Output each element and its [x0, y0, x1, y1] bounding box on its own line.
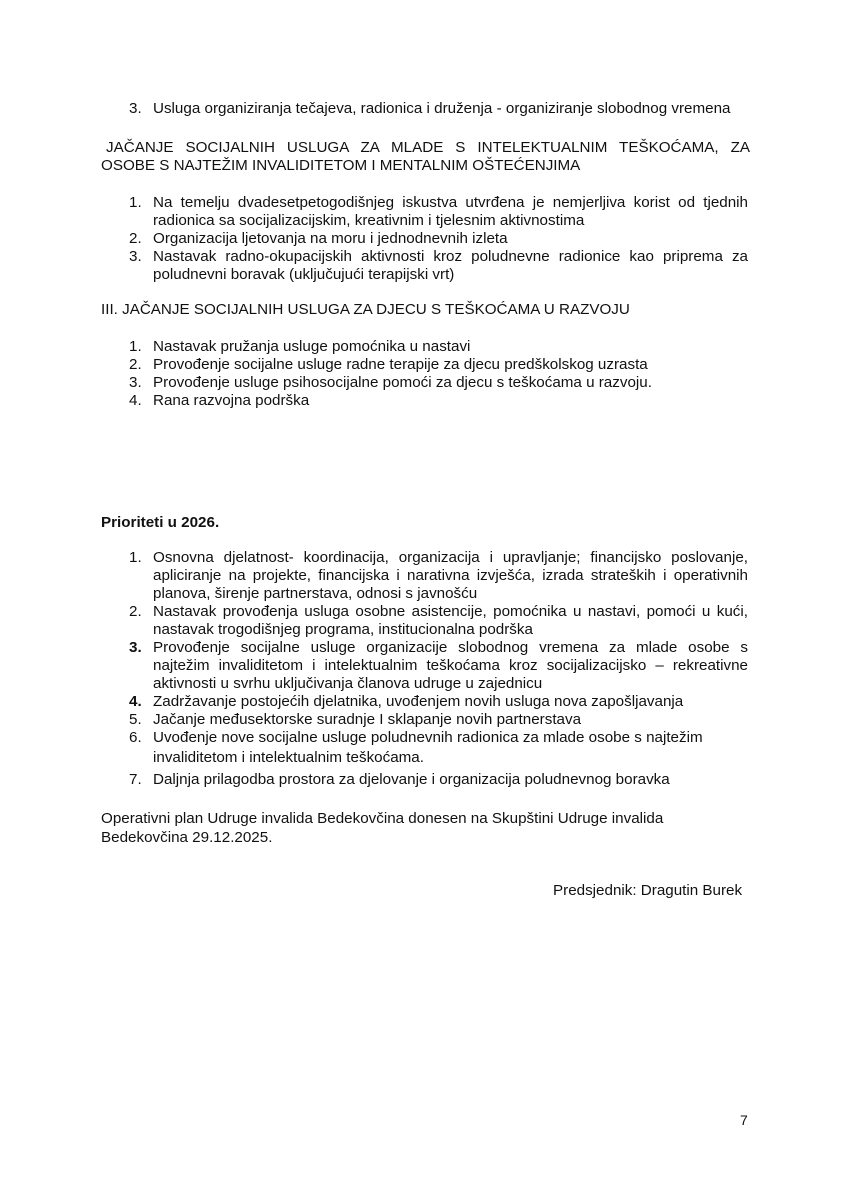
list-item-text: Provođenje socijalne usluge organizacije slobodnog vremena za mlade osobe s [153, 639, 748, 656]
list-number: 3. [129, 100, 142, 117]
list-item-text: Nastavak pružanja usluge pomoćnika u nastavi [153, 338, 471, 355]
list-item-text-cont: planova, širenje partnerstava, odnosi s javnošću [153, 585, 478, 602]
list-item-text-cont: poludnevni boravak (uključujući terapijski vrt) [153, 266, 455, 283]
list-item-text: Osnovna djelatnost- koordinacija, organizacija i upravljanje; financijsko poslovanje, [153, 549, 748, 566]
list-item-text: Uvođenje nove socijalne usluge poludnevnih radionica za mlade osobe s najtežim [153, 729, 703, 746]
list-item-text-cont: apliciranje na projekte, financijska i narativna izvješća, izrada strateških i operativnih [153, 567, 748, 584]
list-item-text-cont: nastavak trogodišnjeg programa, institucionalna podrška [153, 621, 533, 638]
signature: Predsjednik: Dragutin Burek [553, 882, 743, 899]
list-number: 2. [129, 603, 142, 620]
list-number: 1. [129, 194, 142, 211]
section-heading-djeca: III. JAČANJE SOCIJALNIH USLUGA ZA DJECU S TEŠKOĆAMA U RAZVOJU [101, 301, 630, 318]
page-number: 7 [740, 1112, 748, 1128]
list-item-text: Provođenje usluge psihosocijalne pomoći za djecu s teškoćama u razvoju. [153, 374, 652, 391]
list-item-text: Usluga organiziranja tečajeva, radionica i druženja - organiziranje slobodnog vremena [153, 100, 731, 117]
list-item-text: Na temelju dvadesetpetogodišnjeg iskustva utvrđena je nemjerljiva korist od tjednih [153, 194, 748, 211]
list-item-text-cont: radionica sa socijalizacijskim, kreativnim i tjelesnim aktivnostima [153, 212, 585, 229]
closing-statement-line2: Bedekovčina 29.12.2025. [101, 829, 273, 846]
list-number: 5. [129, 711, 142, 728]
list-item-text: Rana razvojna podrška [153, 392, 310, 409]
list-item-text: Nastavak radno-okupacijskih aktivnosti kroz poludnevne radionice kao priprema za [153, 248, 748, 265]
list-number: 7. [129, 771, 142, 788]
list-item-text-cont: najtežim invaliditetom i intelektualnim teškoćama kroz socijalizacijsko – rekreativne [153, 657, 748, 674]
list-item-text: Jačanje međusektorske suradnje I sklapanje novih partnerstava [153, 711, 582, 728]
list-number: 3. [129, 248, 142, 265]
list-item-text-cont: invaliditetom i intelektualnim teškoćama. [153, 749, 424, 766]
list-number: 3. [129, 639, 142, 656]
list-item-text: Zadržavanje postojećih djelatnika, uvođenjem novih usluga nova zapošljavanja [153, 693, 684, 710]
list-number: 1. [129, 549, 142, 566]
list-number: 2. [129, 230, 142, 247]
list-item-text: Daljnja prilagodba prostora za djelovanje i organizacija poludnevnog boravka [153, 771, 670, 788]
priorities-heading: Prioriteti u 2026. [101, 514, 220, 531]
closing-statement-line1: Operativni plan Udruge invalida Bedekovčina donesen na Skupštini Udruge invalida [101, 810, 664, 827]
list-number: 2. [129, 356, 142, 373]
list-number: 4. [129, 693, 142, 710]
list-item-text-cont: aktivnosti u svrhu uključivanja članova udruge u zajednicu [153, 675, 543, 692]
list-number: 1. [129, 338, 142, 355]
list-number: 3. [129, 374, 142, 391]
list-number: 6. [129, 729, 142, 746]
section-heading-mladi-line1: JAČANJE SOCIJALNIH USLUGA ZA MLADE S INTELEKTUALNIM TEŠKOĆAMA, ZA [106, 139, 750, 156]
list-item-text: Organizacija ljetovanja na moru i jednodnevnih izleta [153, 230, 508, 247]
list-item-text: Provođenje socijalne usluge radne terapije za djecu predškolskog uzrasta [153, 356, 648, 373]
list-item-text: Nastavak provođenja usluga osobne asistencije, pomoćnika u nastavi, pomoći u kući, [153, 603, 748, 620]
section-heading-mladi-line2: OSOBE S NAJTEŽIM INVALIDITETOM I MENTALNIM OŠTEĆENJIMA [101, 157, 581, 174]
list-number: 4. [129, 392, 142, 409]
